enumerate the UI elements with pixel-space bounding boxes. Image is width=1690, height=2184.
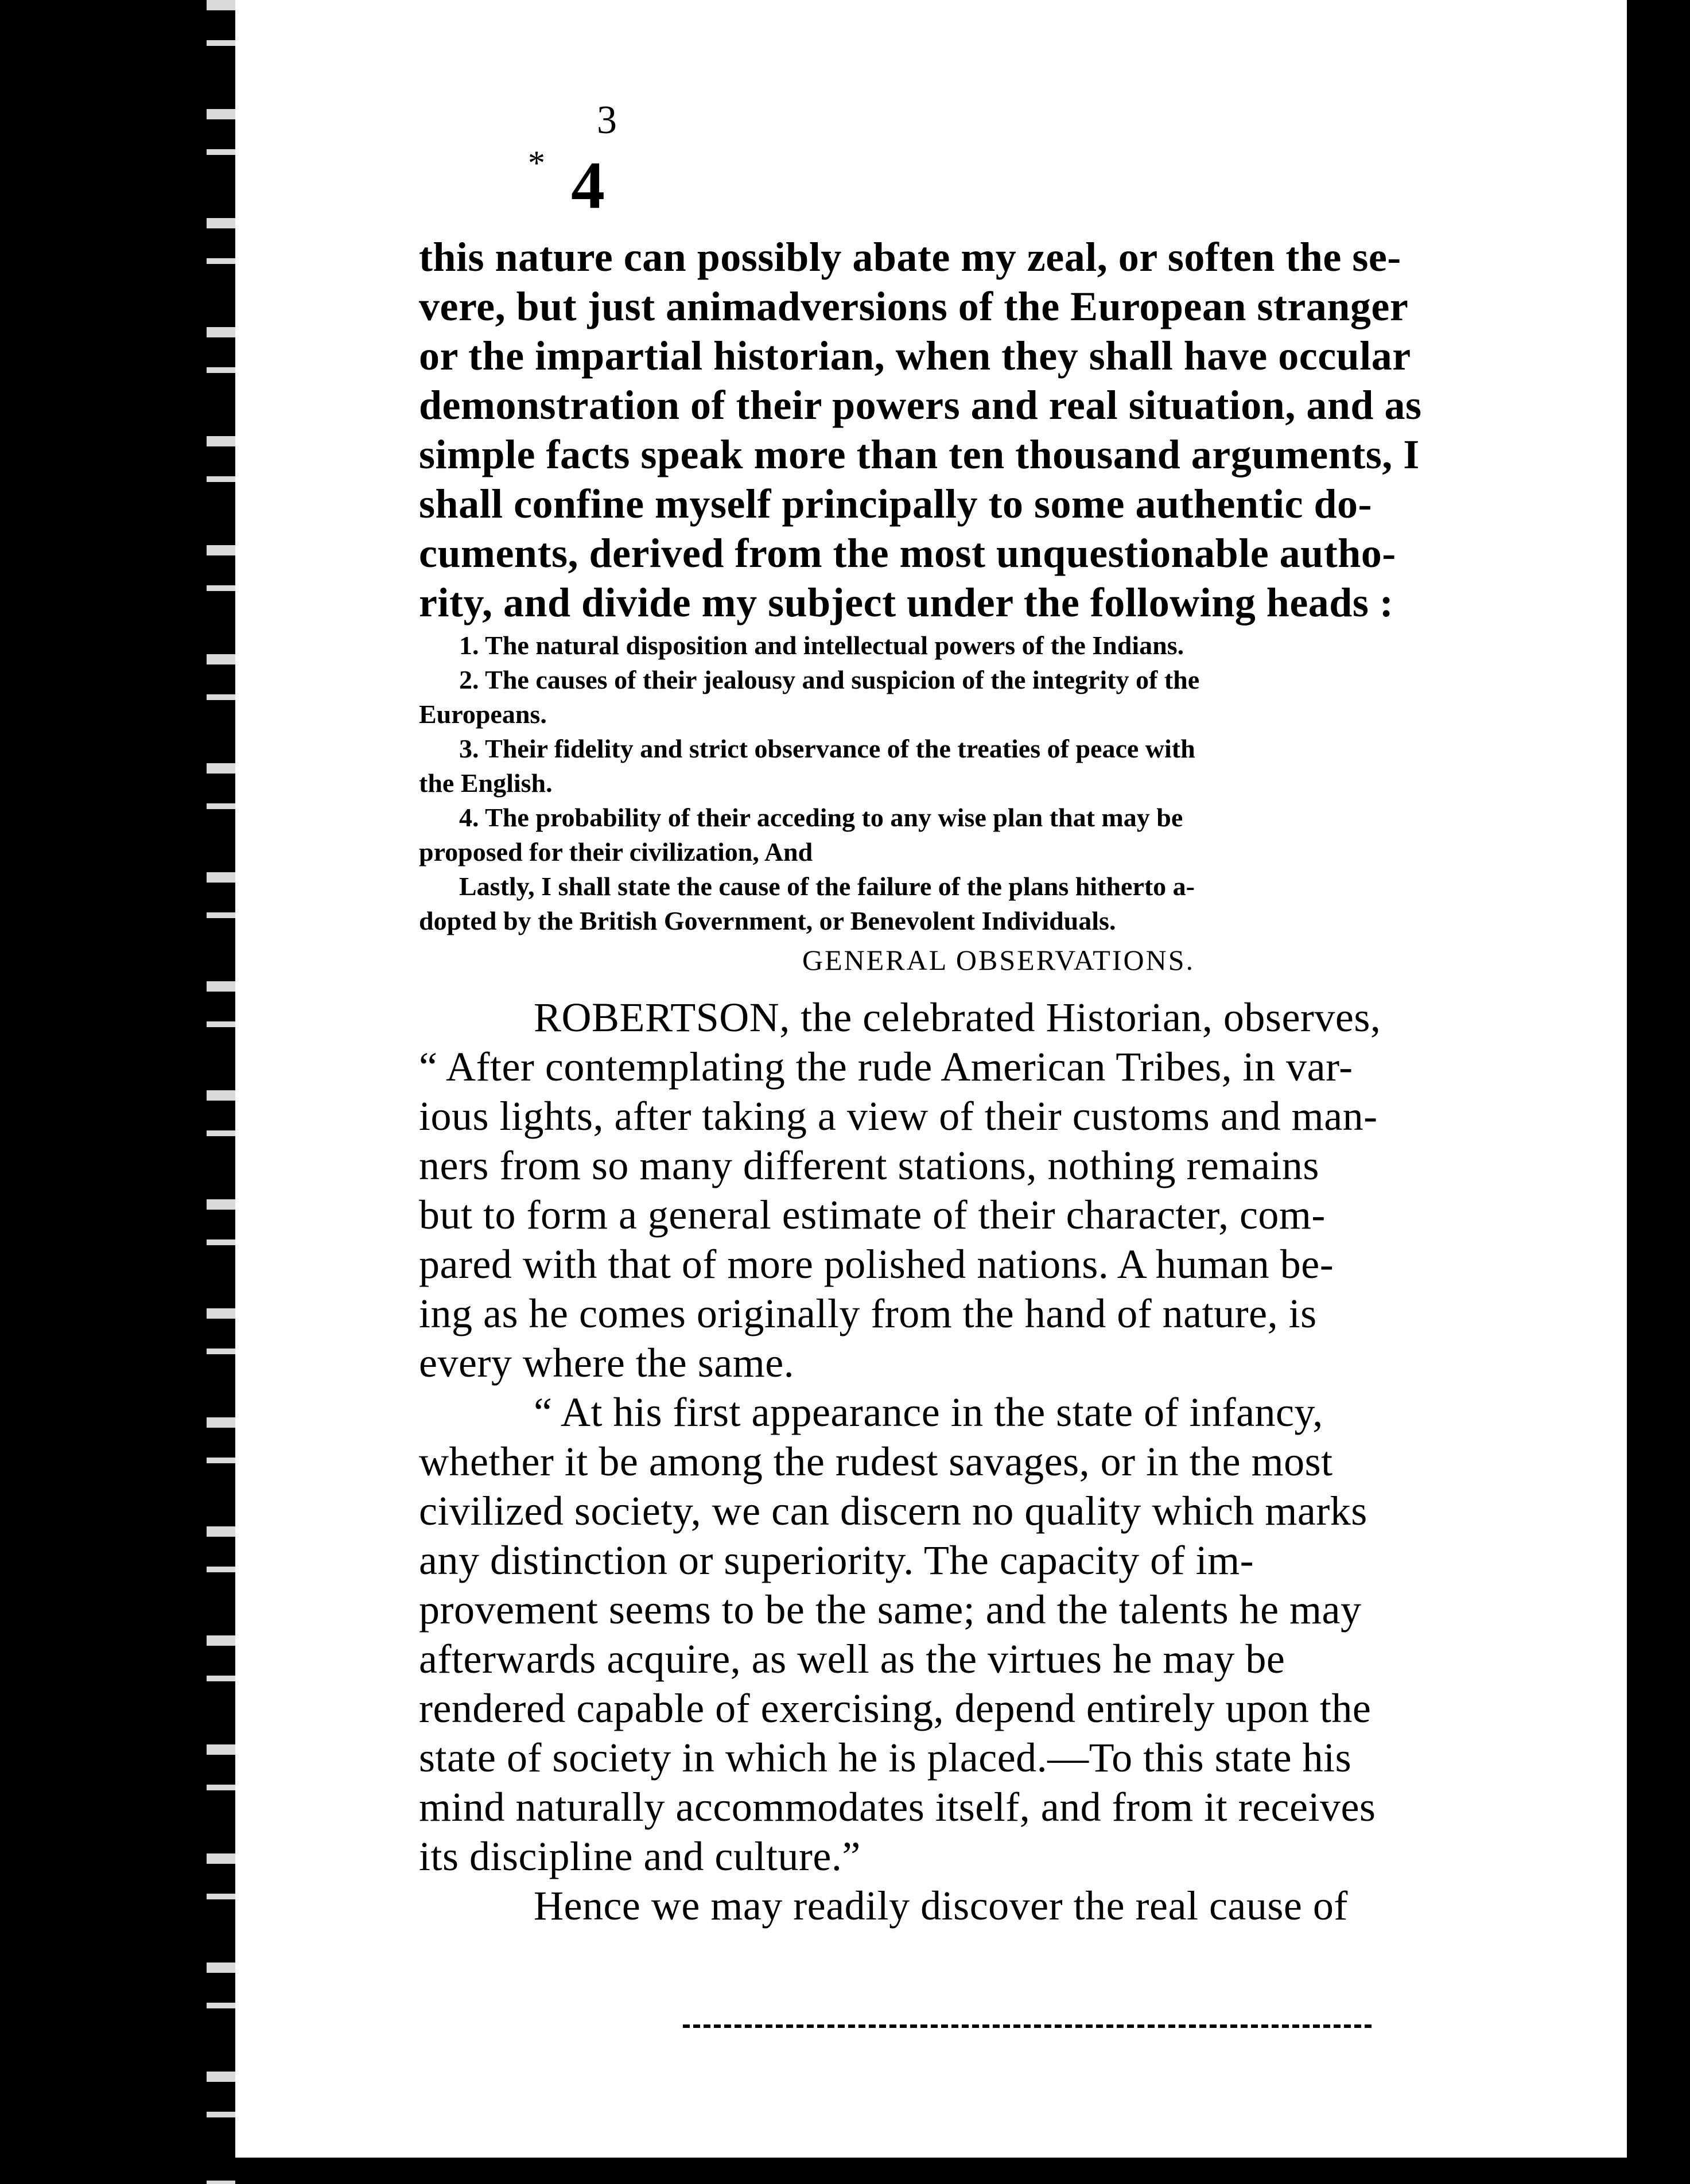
- scan-right-edge: [1627, 0, 1690, 2184]
- paragraph-2: [419, 993, 1578, 1388]
- text-line: but to form a general estimate of their character, com-: [419, 1192, 1326, 1238]
- text-line: simple facts speak more than ten thousand arguments, I: [419, 432, 1420, 477]
- text-line: whether it be among the rudest savages, or in the most: [419, 1439, 1333, 1485]
- scan-footer-marks: [683, 2024, 1372, 2028]
- text-line: state of society in which he is placed.—To this state his: [419, 1735, 1352, 1781]
- text-line: afterwards acquire, as well as the virtues he may be: [419, 1636, 1285, 1682]
- text-line: this nature can possibly abate my zeal, or soften the se-: [419, 234, 1401, 280]
- text-line: ious lights, after taking a view of their customs and man-: [419, 1093, 1378, 1139]
- text-line: shall confine myself principally to some authentic do-: [419, 481, 1372, 527]
- signature-mark: 3: [597, 98, 617, 142]
- asterisk-mark: *: [528, 144, 545, 182]
- text-line: every where the same.: [419, 1340, 795, 1386]
- text-line: ROBERTSON, the celebrated Historian, observes,: [534, 994, 1381, 1040]
- page-number: 4: [571, 147, 605, 223]
- text-line: civilized society, we can discern no quality which marks: [419, 1488, 1367, 1534]
- text-line: “ After contemplating the rude American Tribes, in var-: [419, 1044, 1353, 1090]
- list-item: 3. Their fidelity and strict observance of the treaties of peace with: [459, 734, 1195, 763]
- document-page: [235, 0, 1627, 2158]
- text-line: ners from so many different stations, nothing remains: [419, 1142, 1319, 1188]
- text-line: rendered capable of exercising, depend entirely upon the: [419, 1685, 1372, 1731]
- section-heading: GENERAL OBSERVATIONS.: [802, 944, 1195, 976]
- text-line: rity, and divide my subject under the following heads :: [419, 580, 1394, 625]
- text-line: its discipline and culture.”: [419, 1833, 861, 1879]
- paragraph-4: [419, 1881, 1578, 1930]
- list-item: the English.: [419, 768, 553, 798]
- list-item: Europeans.: [419, 699, 547, 729]
- text-line: “ At his first appearance in the state of infancy,: [534, 1389, 1323, 1435]
- text-line: mind naturally accommodates itself, and from it receives: [419, 1784, 1376, 1830]
- text-line: cuments, derived from the most unquestionable autho-: [419, 530, 1396, 576]
- list-item: 2. The causes of their jealousy and suspicion of the integrity of the: [459, 665, 1200, 694]
- text-line: or the impartial historian, when they shall have occular: [419, 333, 1411, 379]
- paragraph-3: [419, 1388, 1578, 1881]
- list-item: 4. The probability of their acceding to any wise plan that may be: [459, 803, 1183, 832]
- text-line: Hence we may readily discover the real cause of: [534, 1883, 1348, 1929]
- list-item: dopted by the British Government, or Benevolent Individuals.: [419, 906, 1116, 935]
- text-line: any distinction or superiority. The capacity of im-: [419, 1537, 1254, 1583]
- text-line: provement seems to be the same; and the talents he may: [419, 1587, 1362, 1633]
- text-line: ing as he comes originally from the hand of nature, is: [419, 1291, 1317, 1336]
- text-line: vere, but just animadversions of the European stranger: [419, 283, 1409, 329]
- list-item: Lastly, I shall state the cause of the failure of the plans hitherto a-: [459, 872, 1195, 901]
- section-heading-block: [419, 941, 1578, 979]
- list-item: 1. The natural disposition and intellectual powers of the Indians.: [459, 631, 1184, 660]
- paragraph-1: [419, 232, 1578, 627]
- text-line: pared with that of more polished nations. A human be-: [419, 1241, 1334, 1287]
- scan-left-edge: [207, 0, 235, 2184]
- text-line: demonstration of their powers and real situation, and as: [419, 382, 1422, 428]
- heads-list: [419, 628, 1578, 938]
- list-item: proposed for their civilization, And: [419, 837, 813, 866]
